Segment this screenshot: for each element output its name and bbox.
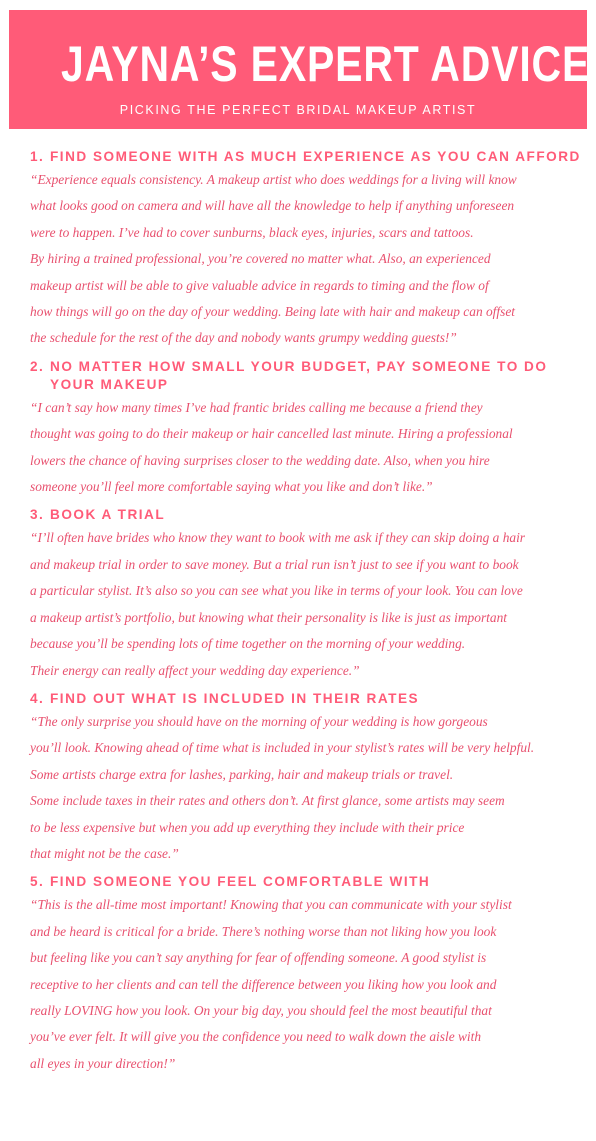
section-heading-text: FIND OUT WHAT IS INCLUDED IN THEIR RATES bbox=[50, 690, 420, 706]
section-quote bbox=[30, 395, 586, 501]
section-quote bbox=[30, 167, 586, 352]
quote-line: you’ve ever felt. It will give you the confidence you need to walk down the aisle with bbox=[30, 1029, 482, 1045]
quote-line: “Experience equals consistency. A makeup artist who does weddings for a living will know bbox=[30, 172, 517, 187]
quote-line: but feeling like you can’t say anything for fear of offending someone. A good stylist is bbox=[30, 950, 487, 966]
quote-line: someone you’ll feel more comfortable saying what you like and don’t like.” bbox=[30, 479, 433, 495]
section-heading-text-line2: YOUR MAKEUP bbox=[50, 376, 169, 392]
quote-line: a particular stylist. It’s also so you can see what you like in terms of your look. You can love bbox=[30, 583, 523, 599]
advice-section-5 bbox=[30, 873, 586, 1077]
section-heading bbox=[30, 690, 586, 708]
title-banner bbox=[9, 10, 591, 129]
advice-section-4 bbox=[30, 690, 586, 867]
page-title: JAYNA’S EXPERT ADVICE bbox=[61, 36, 591, 92]
quote-line: and makeup trial in order to save money. But a trial run isn’t just to see if you want to book bbox=[30, 556, 519, 572]
advice-list bbox=[30, 148, 586, 1077]
quote-line: were to happen. I’ve had to cover sunburns, black eyes, injuries, scars and tattoos. bbox=[30, 224, 474, 240]
section-heading bbox=[30, 148, 586, 166]
advice-section-1 bbox=[30, 148, 586, 352]
advice-section-2 bbox=[30, 358, 586, 501]
section-heading-text: FIND SOMEONE WITH AS MUCH EXPERIENCE AS YOU CAN AFFORD bbox=[50, 149, 581, 164]
advice-section-3 bbox=[30, 506, 586, 683]
section-heading-text: BOOK A TRIAL bbox=[50, 507, 166, 523]
quote-line: really LOVING how you look. On your big day, you should feel the most beautiful that bbox=[30, 1002, 492, 1018]
quote-line: you’ll look. Knowing ahead of time what is included in your stylist’s rates will be very helpful. bbox=[30, 740, 535, 756]
quote-line: to be less expensive but when you add up everything they include with their price bbox=[30, 819, 465, 835]
section-quote bbox=[30, 709, 586, 867]
quote-line: a makeup artist’s portfolio, but knowing what their personality is like is just as important bbox=[30, 609, 507, 625]
section-number: 1. bbox=[30, 149, 45, 164]
quote-line: because you’ll be spending lots of time together on the morning of your wedding. bbox=[30, 636, 466, 652]
quote-line: thought was going to do their makeup or hair cancelled last minute. Hiring a professional bbox=[30, 426, 513, 442]
quote-line: “I’ll often have brides who know they want to book with me ask if they can skip doing a hair bbox=[30, 530, 526, 546]
section-quote bbox=[30, 525, 586, 683]
quote-line: what looks good on camera and will have all the knowledge to help if anything unforeseen bbox=[30, 198, 515, 214]
section-number: 4. bbox=[30, 690, 45, 706]
quote-line: makeup artist will be able to give valuable advice in regards to timing and the flow of bbox=[30, 277, 489, 293]
quote-line: how things will go on the day of your wedding. Being late with hair and makeup can offset bbox=[30, 304, 515, 320]
section-heading-text: NO MATTER HOW SMALL YOUR BUDGET, PAY SOMEONE TO DO bbox=[50, 358, 548, 374]
quote-line: lowers the chance of having surprises closer to the wedding date. Also, when you hire bbox=[30, 452, 490, 468]
quote-line: “This is the all-time most important! Knowing that you can communicate with your stylist bbox=[30, 897, 512, 913]
quote-line: Some artists charge extra for lashes, parking, hair and makeup trials or travel. bbox=[30, 766, 454, 782]
section-heading bbox=[30, 873, 586, 891]
quote-line: and be heard is critical for a bride. There’s nothing worse than not liking how you look bbox=[30, 923, 497, 939]
quote-line: receptive to her clients and can tell the difference between you liking how you look and bbox=[30, 976, 497, 992]
section-heading bbox=[30, 506, 586, 524]
page-subtitle: PICKING THE PERFECT BRIDAL MAKEUP ARTIST bbox=[119, 103, 477, 117]
quote-line: By hiring a trained professional, you’re covered no matter what. Also, an experienced bbox=[30, 251, 491, 267]
quote-line: all eyes in your direction!” bbox=[30, 1055, 176, 1071]
section-number: 3. bbox=[30, 507, 45, 523]
section-number: 5. bbox=[30, 874, 45, 890]
quote-line: the schedule for the rest of the day and nobody wants grumpy wedding guests!” bbox=[30, 330, 457, 346]
quote-line: Some include taxes in their rates and others don’t. At first glance, some artists may seem bbox=[30, 793, 505, 809]
quote-line: “I can’t say how many times I’ve had frantic brides calling me because a friend they bbox=[30, 399, 483, 415]
quote-line: “The only surprise you should have on the morning of your wedding is how gorgeous bbox=[30, 713, 488, 729]
section-heading-text: FIND SOMEONE YOU FEEL COMFORTABLE WITH bbox=[50, 874, 431, 890]
section-heading bbox=[30, 358, 586, 394]
quote-line: Their energy can really affect your wedding day experience.” bbox=[30, 662, 360, 678]
quote-line: that might not be the case.” bbox=[30, 845, 179, 861]
section-quote bbox=[30, 892, 586, 1077]
section-number: 2. bbox=[30, 358, 45, 374]
